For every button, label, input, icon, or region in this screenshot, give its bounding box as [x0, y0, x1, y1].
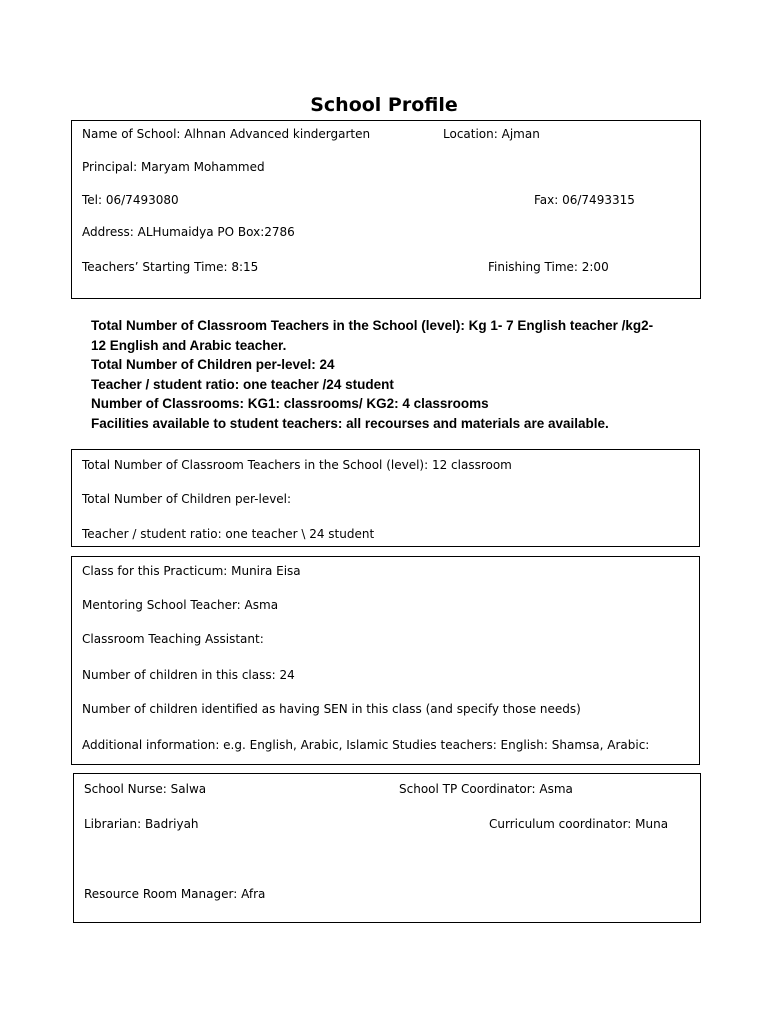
practicum-class: Class for this Practicum: Munira Eisa — [82, 564, 301, 578]
additional-information: Additional information: e.g. English, Arabic, Islamic Studies teachers: English: Shamsa, Arabic: — [82, 738, 650, 752]
children-in-class: Number of children in this class: 24 — [82, 668, 295, 682]
summary-line: Number of Classrooms: KG1: classrooms/ KG2: 4 classrooms — [91, 396, 489, 411]
summary-line: Teacher / student ratio: one teacher /24 student — [91, 376, 394, 392]
school-info-box — [71, 120, 701, 299]
children-per-level: Total Number of Children per-level: — [82, 492, 292, 506]
address: Address: ALHumaidya PO Box:2786 — [82, 225, 295, 239]
starting-time: Teachers’ Starting Time: 8:15 — [82, 260, 259, 274]
sen-children: Number of children identified as having SEN in this class (and specify those needs) — [82, 702, 581, 716]
summary-block — [91, 316, 691, 433]
teacher-stats-box — [71, 449, 700, 547]
fax: Fax: 06/7493315 — [534, 193, 635, 207]
page-title: School Profile — [310, 94, 458, 116]
summary-line: Total Number of Classroom Teachers in the School (level): Kg 1- 7 English teacher /kg2- — [91, 318, 654, 333]
summary-line: Total Number of Children per-level: 24 — [91, 357, 335, 372]
principal: Principal: Maryam Mohammed — [82, 160, 265, 174]
summary-line: Facilities available to student teachers: all recourses and materials are available. — [91, 415, 609, 431]
resource-room-manager: Resource Room Manager: Afra — [84, 887, 266, 901]
teacher-student-ratio: Teacher / student ratio: one teacher \ 24 student — [82, 527, 375, 541]
mentoring-teacher: Mentoring School Teacher: Asma — [82, 598, 279, 612]
finishing-time: Finishing Time: 2:00 — [488, 260, 609, 274]
librarian: Librarian: Badriyah — [84, 817, 199, 831]
telephone: Tel: 06/7493080 — [82, 193, 179, 207]
practicum-box — [71, 556, 700, 765]
curriculum-coordinator: Curriculum coordinator: Muna — [489, 817, 669, 831]
school-name: Name of School: Alhnan Advanced kindergarten — [82, 127, 371, 141]
teachers-count: Total Number of Classroom Teachers in the School (level): 12 classroom — [82, 458, 512, 472]
staff-box — [73, 773, 701, 923]
school-location: Location: Ajman — [443, 127, 540, 141]
school-nurse: School Nurse: Salwa — [84, 782, 207, 796]
teaching-assistant: Classroom Teaching Assistant: — [82, 632, 264, 646]
summary-line: 12 English and Arabic teacher. — [91, 337, 287, 353]
tp-coordinator: School TP Coordinator: Asma — [399, 782, 573, 796]
